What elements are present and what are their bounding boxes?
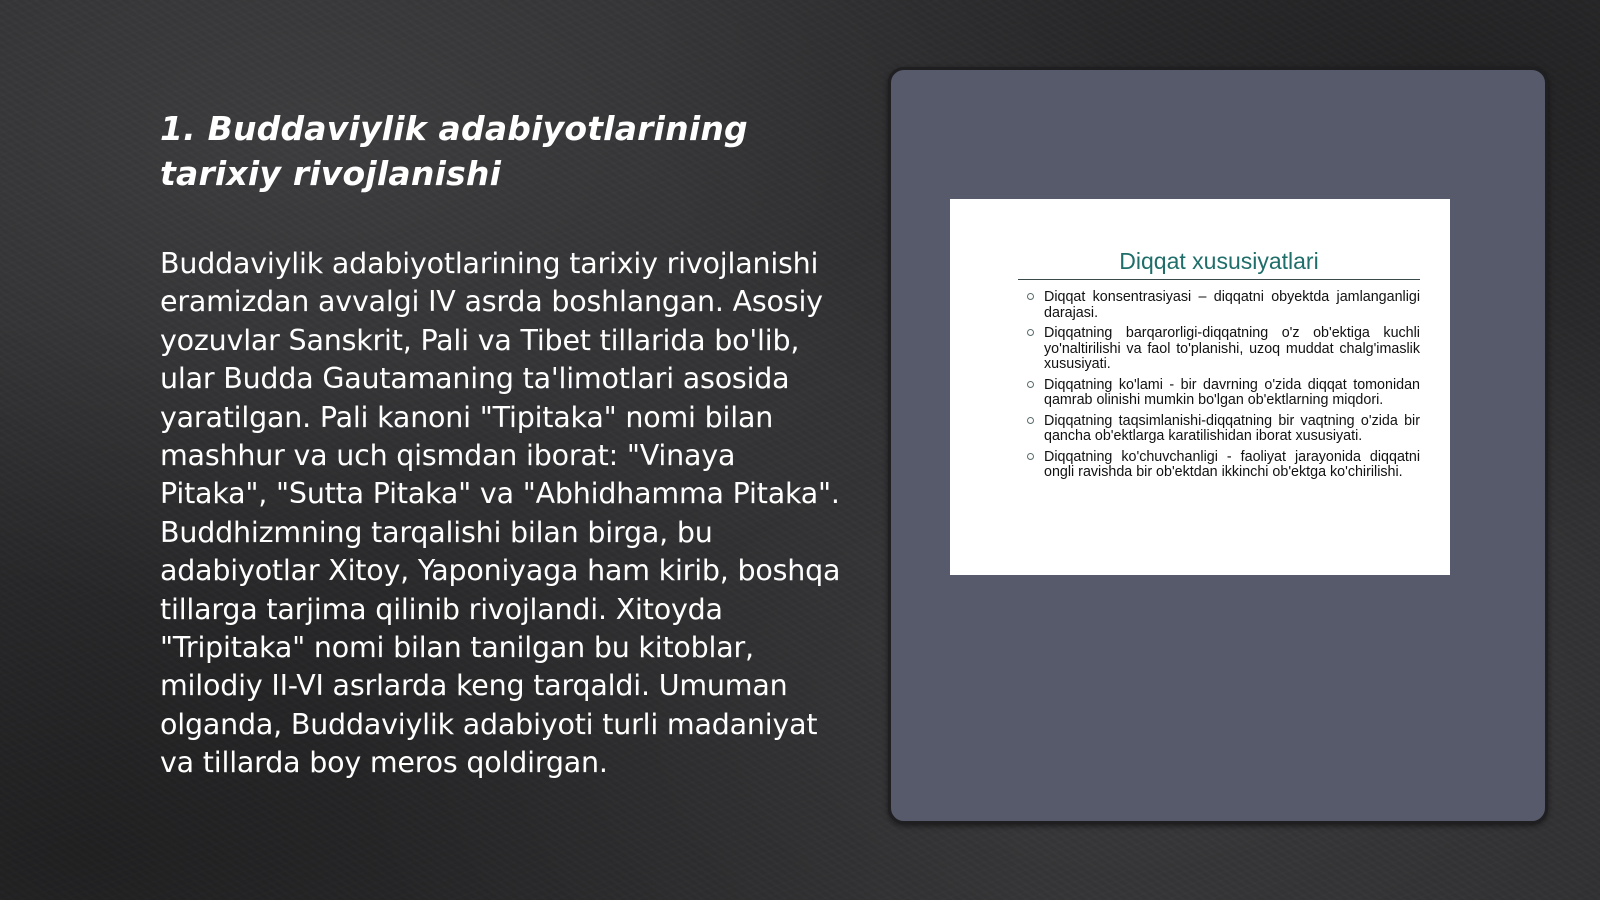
list-item-text: Diqqatning taqsimlanishi-diqqatning bir vaqtning o'zida bir qancha ob'ektlarga karatilishidan iborat xususiyati.: [1044, 412, 1420, 444]
circle-bullet-icon: [1027, 329, 1034, 336]
list-item-text: Diqqatning ko'lami - bir davrning o'zida diqqat tomonidan qamrab olinishi mumkin bo'lgan ob'ektlarning miqdori.: [1044, 376, 1420, 408]
list-item: [1022, 450, 1420, 481]
list-item: [1022, 290, 1420, 321]
embedded-slide-list: [1022, 290, 1420, 481]
slide-body-text: Buddaviylik adabiyotlarining tarixiy rivojlanishi eramizdan avvalgi IV asrda boshlangan. Asosiy yozuvlar Sanskrit, Pali va Tibet tillarida bo'lib, ular Budda Gautamaning ta'limotlari asosida yaratilgan. Pali kanoni "Tipitaka" nomi bilan mashhur va uch qismdan iborat: "Vinaya Pitaka", "Sutta Pitaka" va "Abhidhamma Pitaka". Buddhizmning tarqalishi bilan birga, bu adabiyotlar Xitoy, Yaponiyaga ham kirib, boshqa tillarga tarjima qilinib rivojlandi. Xitoyda "Tripitaka" nomi bilan tanilgan bu kitoblar, milodiy II-VI asrlarda keng tarqaldi. Umuman olganda, Buddaviylik adabiyoti turli madaniyat va tillarda boy meros qoldirgan.: [160, 247, 841, 780]
list-item: [1022, 326, 1420, 373]
circle-bullet-icon: [1027, 381, 1034, 388]
circle-bullet-icon: [1027, 417, 1034, 424]
list-item-text: Diqqatning ko'chuvchanligi - faoliyat jarayonida diqqatni ongli ravishda bir ob'ektdan ikkinchi ob'ektga ko'chirilishi.: [1044, 448, 1420, 480]
list-item: [1022, 414, 1420, 445]
list-item-text: Diqqat konsentrasiyasi – diqqatni obyektda jamlanganligi darajasi.: [1044, 289, 1420, 321]
embedded-slide-title: Diqqat xususiyatlari: [1018, 247, 1420, 280]
circle-bullet-icon: [1027, 453, 1034, 460]
slide-heading: 1. Buddaviylik adabiyotlarining tarixiy rivojlanishi: [160, 109, 748, 193]
list-item-text: Diqqatning barqarorligi-diqqatning o'z ob'ektiga kuchli yo'naltirilishi va faol to'planishi, uzoq muddat chalg'imaslik xususiyati.: [1044, 325, 1420, 372]
list-item: [1022, 378, 1420, 409]
embedded-slide-image: [950, 199, 1450, 575]
circle-bullet-icon: [1027, 293, 1034, 300]
